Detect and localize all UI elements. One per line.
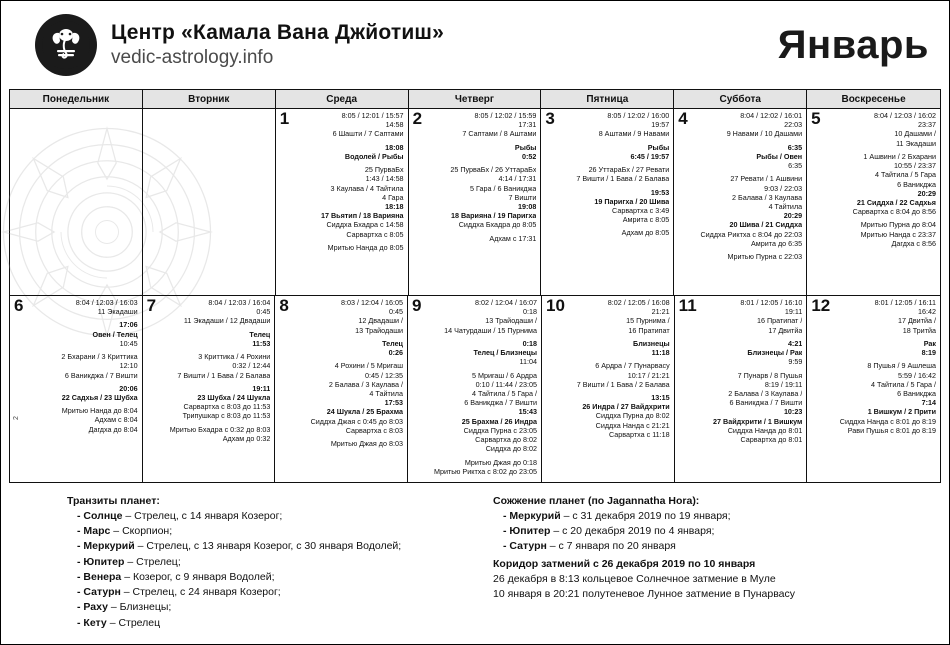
day-detail-line: 19:57 [651,120,670,130]
day-detail-line: 8 Пушья / 9 Ашлеша [867,361,936,371]
day-detail-line: Рави Пушья с 8:01 до 8:19 [847,425,936,435]
planet-name: - Меркурий [503,510,561,522]
day-detail-line: Мритью Пурна с 22:03 [727,252,803,262]
day-detail-line: Сиддха Риктха с 8:04 до 22:03 [700,229,803,239]
eclipse-line-1: 26 декабря в 8:13 кольцевое Солнечное затмение в Муле [493,572,776,585]
day-detail-line: 8 Аштами / 9 Навами [598,129,670,139]
ganesha-logo-icon [35,14,97,76]
weekday-saturday: Суббота [674,90,807,108]
planet-period: – с 20 декабря 2019 по 4 января; [550,525,715,538]
footer-list-item [77,524,467,539]
planet-period: – Близнецы; [107,601,172,614]
day-detail-line: 20:29 [783,211,803,221]
day-detail-line: Сиддха Нанда с 21:21 [595,420,670,430]
day-number: 3 [545,109,555,128]
day-details [279,298,403,448]
day-detail-line: Сиддха Нанда с 8:01 до 8:19 [839,416,936,426]
day-detail-line: 2 Балава / 3 Каулава / [728,388,803,398]
day-number: 6 [14,296,24,315]
day-detail-line: Сарвартха с 8:03 [345,425,403,435]
day-cell-11[interactable] [675,296,808,482]
day-detail-line: Адхам с 8:04 [94,415,138,425]
day-detail-line: Близнецы [633,338,670,348]
day-detail-line: 1 Ашвини / 2 Бхарани [863,151,936,161]
day-detail-line: 10:17 / 21:21 [627,370,670,380]
day-detail-line: 26 Индра / 27 Вайдхрити [582,402,670,412]
day-cell-1[interactable] [276,109,409,295]
day-detail-line: 7 Саптами / 8 Аштами [462,129,537,139]
day-detail-line: 18 Варияна / 19 Паригха [450,211,537,221]
day-detail-line: 11:18 [651,348,670,358]
day-detail-line: 6 Шашти / 7 Саптами [332,129,404,139]
day-detail-line: 7 Вишти / 1 Бава / 2 Балава [576,174,670,184]
planet-name: - Солнце [77,510,123,522]
day-detail-line: 16:42 [918,307,936,317]
combustion-heading: Сожжение планет (по Jagannatha Hora): [493,495,700,507]
day-cell-4[interactable] [674,109,807,295]
day-detail-line: 11 Экадаши [896,138,936,148]
day-detail-line: Водолей / Рыбы [344,151,404,161]
day-detail-line: 21:21 [651,307,670,317]
day-number: 4 [678,109,688,128]
day-detail-line: 26 УттараБх / 27 Ревати [588,165,670,175]
day-number: 5 [811,109,821,128]
day-detail-line: 3 Криттика / 4 Рохини [198,352,271,362]
planet-period: – Стрелец; [124,555,181,568]
day-detail-line: 5 Гара / 6 Ваникджа [470,183,537,193]
day-detail-line: 19 Паригха / 20 Шива [594,196,670,206]
day-detail-line: 16 Пратипат [628,325,670,335]
planet-period: – Козерог, с 9 января Водолей; [121,570,275,583]
page-footer [1,483,949,631]
day-number: 8 [279,296,289,315]
day-detail-line: 8:05 / 12:02 / 15:59 [474,111,537,120]
day-detail-line: 4 Тайтила / 5 Гара [874,170,936,180]
page-title: Центр «Камала Вана Джйотиш» [111,20,445,44]
weekday-thursday: Четверг [409,90,542,108]
day-details [413,111,537,243]
day-detail-line: 9:03 / 22:03 [764,183,803,193]
day-detail-line: Сиддха Бхадра с 14:58 [326,220,404,230]
day-detail-line: 10:55 / 23:37 [894,161,936,171]
day-detail-line: 18 Тритйа [902,325,936,335]
transits-list [67,509,467,631]
day-number: 10 [546,296,565,315]
day-detail-line: Сиддха Джая с 0:45 до 8:03 [310,416,403,426]
day-detail-line: 2 Балава / 3 Каулава [732,192,803,202]
day-detail-line: 7 Вишти [508,192,537,202]
day-detail-line: 0:18 [523,307,537,317]
day-detail-line: 9 Навами / 10 Дашами [726,129,803,139]
day-detail-line: Сиддха Пурна с 23:05 [463,425,537,435]
day-detail-line: 8:03 / 12:04 / 16:05 [341,298,403,307]
planet-name: - Венера [77,570,122,583]
day-detail-line: Сарвартха с 11:18 [608,429,670,439]
day-detail-line: 7 Вишти / 1 Бава / 2 Балава [177,370,271,380]
planet-period: – Стрелец, с 24 января Козерог; [120,586,281,599]
day-detail-line: 8:01 / 12:05 / 16:10 [740,298,803,307]
day-detail-line: 12 Двадаши / [358,316,403,326]
day-detail-line: 22:03 [784,120,803,130]
day-detail-line: 27 Вайдхрити / 1 Вишкум [713,416,803,426]
day-details [546,298,670,439]
weekday-monday: Понедельник [10,90,143,108]
day-cell-5[interactable] [807,109,940,295]
day-detail-line: 19:11 [784,307,803,317]
day-detail-line: Сиддха до 8:02 [485,444,537,454]
day-number: 7 [146,296,157,315]
day-detail-line: 4 Гара [382,192,404,202]
day-cell-2[interactable] [409,109,542,295]
day-detail-line: Близнецы / Рак [747,348,803,358]
day-details [678,111,802,261]
day-detail-line: Телец [382,338,403,348]
day-detail-line: 6 Ваникджа / 7 Вишти [64,370,138,380]
day-detail-line: 7:14 [921,398,936,408]
day-detail-line: 11:04 [519,357,537,367]
day-detail-line: Адхам с 17:31 [489,233,537,243]
day-detail-line: 10 Дашами / [894,129,936,139]
day-detail-line: Сарвартха до 8:02 [475,435,537,445]
day-detail-line: 2 Балава / 3 Каулава / [328,379,403,389]
eclipse-corridor-heading: Коридор затмений с 26 декабря 2019 по 10 января [493,557,756,570]
day-detail-line: 3 Каулава / 4 Тайтила [330,183,404,193]
day-detail-line: 13 Трайодаши [355,325,403,335]
day-detail-line: 6 Ардра / 7 Пунарвасу [595,361,670,371]
day-detail-line: 8:05 / 12:02 / 16:00 [607,111,670,120]
day-detail-line: Рыбы [647,142,670,152]
day-detail-line: 20:06 [119,383,138,393]
day-detail-line: 11:53 [252,338,271,348]
day-detail-line: 21 Сиддха / 22 Садхья [856,197,936,207]
day-detail-line: Сиддха Нанда до 8:01 [727,425,803,435]
weekday-wednesday: Среда [276,90,409,108]
day-detail-line: 8:05 / 12:01 / 15:57 [341,111,404,120]
day-cell-10[interactable] [542,296,675,482]
day-detail-line: 23 Шубха / 24 Шукла [197,392,271,402]
day-detail-line: 5:59 / 16:42 [898,370,936,380]
day-detail-line: Телец / Близнецы [473,348,537,358]
day-detail-line: Рыбы / Овен [756,151,803,161]
site-url: vedic-astrology.info [111,46,274,68]
day-detail-line: 19:11 [252,383,271,393]
day-detail-line: Мритью Джая до 0:18 [464,457,537,467]
footer-list-item [77,585,467,600]
day-detail-line: Мритью Нанда до 8:04 [61,406,138,416]
day-cell-9[interactable] [408,296,542,482]
day-detail-line: 4:14 / 17:31 [498,174,537,184]
footer-list-item [503,539,923,554]
day-details [14,298,138,434]
day-detail-line: 10:45 [119,338,138,348]
day-details [147,298,271,443]
transits-heading: Транзиты планет: [67,495,160,507]
footer-list-item [77,570,467,585]
day-detail-line: 15:43 [518,407,537,417]
day-cell-empty [143,109,276,295]
day-detail-line: Мритью Риктха с 8:02 до 23:05 [433,466,537,476]
planet-name: - Кету [77,616,107,629]
day-number: 11 [678,296,697,315]
day-cell-3[interactable] [541,109,674,295]
day-detail-line: Сарвартха с 8:03 до 11:53 [183,402,271,412]
footer-list-item [77,539,467,554]
day-detail-line: 13 Трайодаши / [485,316,537,326]
day-detail-line: 20:29 [917,188,936,198]
day-detail-line: 1:43 / 14:58 [365,174,404,184]
weekday-sunday: Воскресенье [807,90,940,108]
day-detail-line: 0:32 / 12:44 [232,361,271,371]
day-detail-line: Мритью Нанда с 23:37 [860,229,936,239]
day-detail-line: 18:08 [385,142,404,152]
footer-list-item [503,524,923,539]
planet-name: - Раху [77,601,108,614]
day-detail-line: 0:45 [388,307,403,317]
planet-period: – с 7 января по 20 января [546,540,676,553]
planet-name: - Сатурн [503,540,547,553]
day-detail-line: 8:02 / 12:04 / 16:07 [475,298,537,307]
footer-list-item [503,509,923,524]
day-detail-line: 8:04 / 12:03 / 16:03 [75,298,138,307]
day-detail-line: 19:53 [650,187,670,197]
day-detail-line: Дагдха с 8:56 [891,238,936,248]
planet-period: – Стрелец, с 14 января Козерог; [122,510,283,522]
day-detail-line: 8:04 / 12:03 / 16:02 [874,111,936,120]
day-cell-8[interactable] [275,296,408,482]
day-detail-line: 0:45 [256,307,271,317]
day-detail-line: 6 Ваникджа / 7 Вишти [729,398,803,408]
day-detail-line: 25 ПурваБх / 26 УттараБх [450,165,537,175]
day-detail-line: 8:04 / 12:03 / 16:04 [208,298,271,307]
day-number: 9 [411,296,422,315]
day-detail-line: Амрита с 8:05 [622,215,670,225]
day-detail-line: 14:58 [385,120,404,130]
day-details [811,111,936,248]
day-detail-line: 5 Мригаш / 6 Ардра [471,370,537,380]
day-detail-line: 20 Шива / 21 Сиддха [729,220,803,230]
day-detail-line: 6:35 [787,142,803,152]
day-detail-line: 11 Экадаши / 12 Двадаши [183,316,271,326]
day-detail-line: 14 Чатурдаши / 15 Пурнима [444,325,537,335]
day-detail-line: 4 Тайтила / 5 Гара / [471,388,537,398]
day-cell-6[interactable] [10,296,143,482]
day-detail-line: 10:23 [783,407,803,417]
day-detail-line: Дагдха до 8:04 [88,424,138,434]
day-detail-line: Сарвартха до 8:01 [740,435,803,445]
weekday-tuesday: Вторник [143,90,276,108]
day-detail-line: Телец [249,329,271,339]
calendar-week-1 [10,109,940,296]
day-detail-line: 0:52 [522,151,537,161]
day-number: 12 [811,296,831,315]
day-detail-line: 15 Пурнима / [626,316,670,326]
day-detail-line: Сарвартха с 3:49 [612,205,670,215]
day-detail-line: 6:45 / 19:57 [630,151,670,161]
day-detail-line: Амрита до 6:35 [751,238,803,248]
header-titles [111,21,444,70]
planet-name: - Марс [77,525,111,538]
day-detail-line: 8:19 / 19:11 [764,379,803,389]
day-detail-line: Мритью Пурна до 8:04 [860,220,936,230]
day-detail-line: 9:59 [788,357,803,367]
day-number: 2 [412,109,423,128]
day-detail-line: 27 Ревати / 1 Ашвини [730,174,803,184]
calendar-grid [9,89,941,483]
day-details [280,111,404,252]
day-detail-line: 24 Шукла / 25 Брахма [326,407,403,417]
day-detail-line: 13:15 [651,392,670,402]
day-detail-line: 0:45 / 12:35 [365,370,403,380]
day-detail-line: 2 Бхарани / 3 Криттика [61,352,138,362]
day-details [412,298,537,476]
day-detail-line: 18:18 [385,201,404,211]
day-detail-line: Адхам до 8:05 [621,228,670,238]
day-detail-line: 23:37 [918,120,936,130]
day-details [811,298,936,435]
day-detail-line: Мритью Бхадра с 0:32 до 8:03 [169,424,271,434]
day-details [545,111,669,238]
day-detail-line: 17:31 [518,120,537,130]
day-detail-line: 7 Вишти / 1 Бава / 2 Балава [576,379,670,389]
footer-list-item [77,616,467,631]
day-detail-line: Рыбы [514,142,537,152]
combustion-section [493,495,923,631]
day-detail-line: 0:18 [522,338,537,348]
day-detail-line: 4 Тайтила / 5 Гара / [870,379,936,389]
day-detail-line: 1 Вишкум / 2 Прити [867,407,936,417]
day-detail-line: 8:19 [921,348,936,358]
day-detail-line: 4 Тайтила [369,388,403,398]
day-detail-line: 16 Пратипат / [757,316,803,326]
day-detail-line: 22 Садхья / 23 Шубха [61,392,138,402]
transits-section [67,495,467,631]
day-detail-line: 6 Ваникджа [897,388,936,398]
day-detail-line: 6 Ваникджа [897,179,936,189]
day-detail-line: Сарвартха с 8:04 до 8:56 [852,207,936,217]
day-detail-line: 17 Вьятип / 18 Варияна [320,211,404,221]
planet-name: - Юпитер [503,525,551,538]
day-detail-line: Сиддха Пурна до 8:02 [595,411,670,421]
day-detail-line: 17:06 [119,320,138,330]
day-details [679,298,803,444]
day-detail-line: 8:02 / 12:05 / 16:08 [607,298,670,307]
planet-period: – Стрелец, с 13 января Козерог, с 30 января Водолей; [134,540,402,553]
month-title: Январь [777,22,929,67]
day-detail-line: Мритью Джая до 8:03 [330,439,403,449]
planet-name: - Юпитер [77,555,125,568]
day-detail-line: Овен / Телец [92,329,138,339]
day-cell-12[interactable] [807,296,940,482]
day-detail-line: 12:10 [119,361,138,371]
footer-list-item [77,555,467,570]
day-detail-line: 17:53 [384,398,403,408]
planet-period: – Стрелец [106,616,161,629]
day-detail-line: Адхам до 0:32 [222,433,271,443]
day-detail-line: 7 Пунарв / 8 Пушья [737,370,803,380]
footer-list-item [77,509,467,524]
day-detail-line: 4:21 [787,338,803,348]
combustion-list [493,509,923,555]
planet-period: – с 31 декабря 2019 по 19 января; [560,510,731,522]
planet-name: - Сатурн [77,586,121,599]
day-detail-line: 6:35 [788,161,803,171]
page-header [1,1,949,89]
planet-period: – Скорпион; [110,525,173,538]
day-detail-line: 6 Ваникджа / 7 Вишти [464,398,537,408]
day-detail-line: 11 Экадаши [97,307,138,317]
day-detail-line: 17 Двитйа [768,325,803,335]
day-detail-line: Сиддха Бхадра до 8:05 [458,220,537,230]
day-detail-line: 8:01 / 12:05 / 16:11 [874,298,936,307]
day-cell-7[interactable] [143,296,276,482]
day-detail-line: Мритью Нанда до 8:05 [327,242,404,252]
footer-list-item [77,600,467,615]
planet-name: - Меркурий [77,540,135,553]
page-side-number: 2 [13,416,20,420]
eclipse-line-2: 10 января в 20:21 полутеневое Лунное затмение в Пунарвасу [493,587,796,600]
day-detail-line: Рак [923,338,936,348]
day-detail-line: 25 ПурваБх [364,165,404,175]
calendar-week-2 [10,296,940,483]
day-detail-line: 25 Брахма / 26 Индра [461,416,537,426]
day-detail-line: 0:26 [388,348,403,358]
day-detail-line: 17 Двитйа / [898,316,936,326]
day-detail-line: 8:04 / 12:02 / 16:01 [740,111,803,120]
day-detail-line: 19:08 [518,201,537,211]
weekday-header-row [10,90,940,109]
day-detail-line: Трипушкар с 8:03 до 11:53 [182,411,271,421]
day-detail-line: 0:10 / 11:44 / 23:05 [475,379,537,389]
calendar-weeks [10,109,940,483]
day-detail-line: 4 Тайтила [768,201,803,211]
day-cell-empty [10,109,143,295]
day-detail-line: 4 Рохини / 5 Мригаш [334,361,403,371]
day-detail-line: Сарвартха с 8:05 [346,229,404,239]
weekday-friday: Пятница [541,90,674,108]
day-number: 1 [279,109,290,128]
